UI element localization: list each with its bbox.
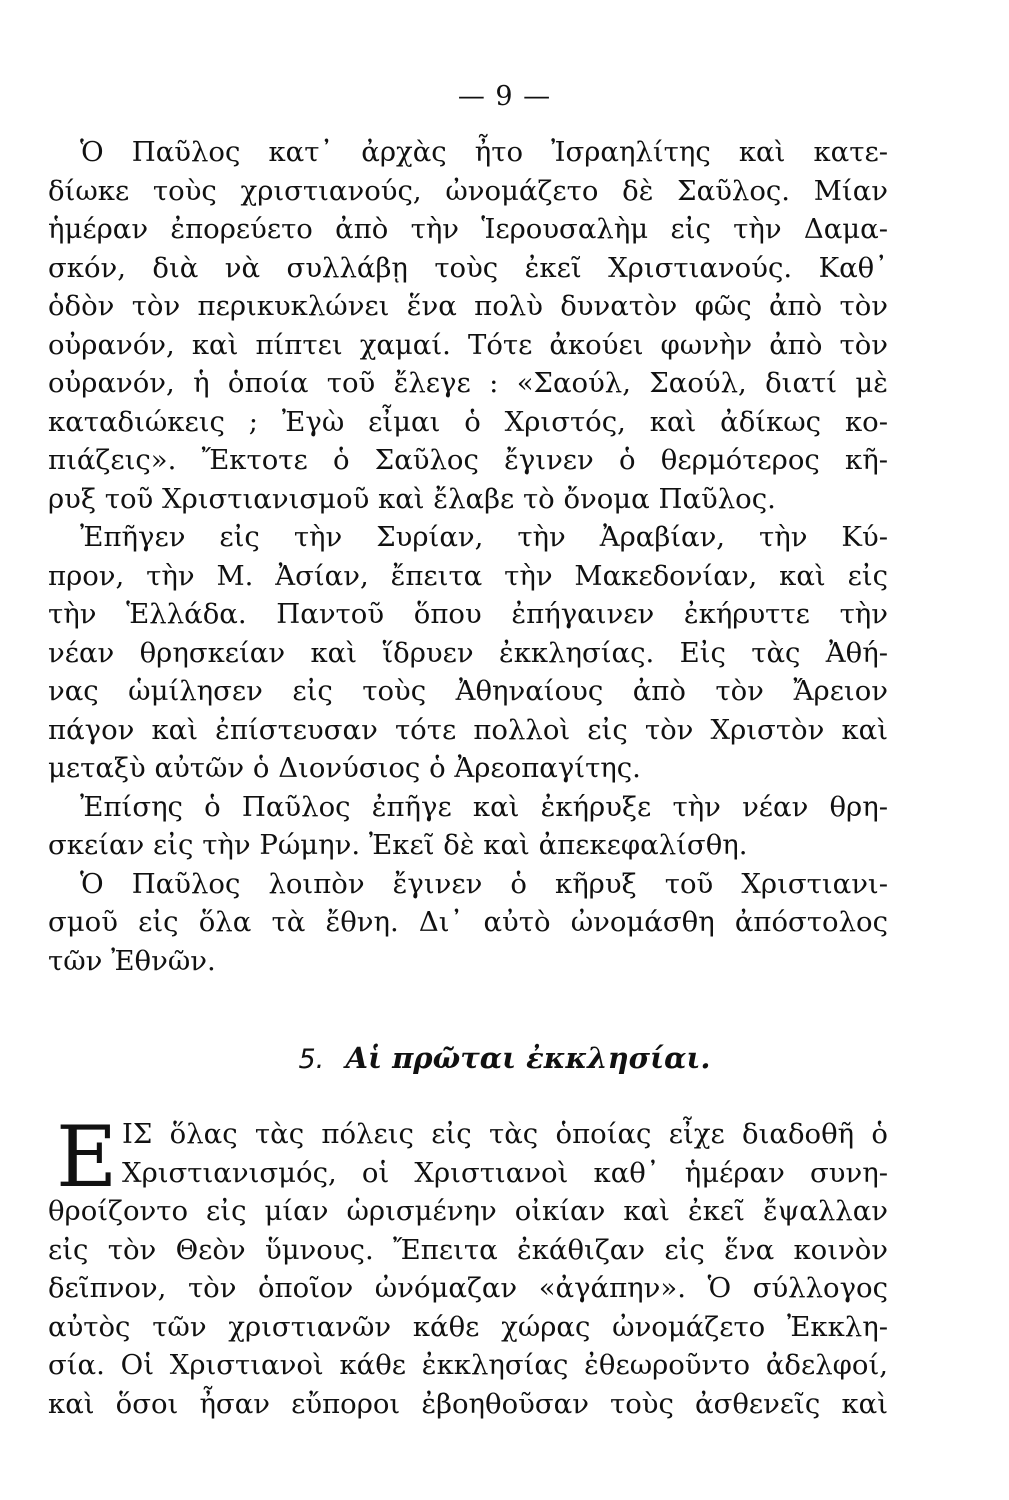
text-line: ὁδὸν τὸν περικυκλώνει ἕνα πολὺ δυνατὸν φῶς ἀπὸ τὸν <box>48 290 888 322</box>
text-line: προν, τὴν Μ. Ἀσίαν, ἔπειτα τὴν Μακεδονίαν, καὶ εἰς <box>48 559 888 592</box>
paragraph-paul-travels <box>48 518 888 788</box>
text-line: αὐτὸς τῶν χριστιανῶν κάθε χώρας ὠνομάζετο Ἐκκλη- <box>48 1310 888 1343</box>
text-line: καὶ ὅσοι ἦσαν εὔποροι ἐβοηθοῦσαν τοὺς ἀσθενεῖς καὶ <box>48 1387 888 1420</box>
text-line: Ἐπίσης ὁ Παῦλος ἐπῆγε καὶ ἐκήρυξε τὴν νέαν θρη- <box>80 790 888 823</box>
text-line: Ὁ Παῦλος λοιπὸν ἔγινεν ὁ κῆρυξ τοῦ Χριστιανι- <box>80 867 888 900</box>
text-line: δίωκε τοὺς χριστιανούς, ὠνομάζετο δὲ Σαῦλος. Μίαν <box>48 174 888 207</box>
text-line: τῶν Ἐθνῶν. <box>48 944 216 977</box>
paragraph-paul-rome <box>48 788 888 865</box>
text-line: Ἐπῆγεν εἰς τὴν Συρίαν, τὴν Ἀραβίαν, τὴν Κύ- <box>80 521 888 553</box>
text-line: σκείαν εἰς τὴν Ρώμην. Ἐκεῖ δὲ καὶ ἀπεκεφαλίσθη. <box>48 829 748 861</box>
text-line: ΙΣ ὅλας τὰς πόλεις εἰς τὰς ὁποίας εἶχε διαδοθῆ ὁ <box>122 1118 888 1150</box>
text-line: νέαν θρησκείαν καὶ ἵδρυεν ἐκκλησίας. Εἰς τὰς Ἀθή- <box>48 636 888 669</box>
text-line: δεῖπνον, τὸν ὁποῖον ὠνόμαζαν «ἀγάπην». Ὁ σύλλογος <box>48 1272 888 1304</box>
section-number: 5. <box>298 1044 325 1075</box>
page-number: — 9 — <box>457 81 552 112</box>
text-line: σία. Οἱ Χριστιανοὶ κάθε ἐκκλησίας ἐθεωροῦντο ἀδελφοί, <box>48 1349 888 1381</box>
text-line: σμοῦ εἰς ὅλα τὰ ἔθνη. Δι᾽ αὐτὸ ὠνομάσθη ἀπόστολος <box>48 906 888 938</box>
text-line: Χριστιανισμός, οἱ Χριστιανοὶ καθ᾽ ἡμέραν συνη- <box>122 1156 888 1189</box>
text-line: μεταξὺ αὐτῶν ὁ Διονύσιος ὁ Ἀρεοπαγίτης. <box>48 752 641 784</box>
drop-cap: Ε <box>56 1108 118 1206</box>
paragraph-paul-apostle <box>48 865 888 981</box>
text-line: θροίζοντο εἰς μίαν ὡρισμένην οἰκίαν καὶ ἐκεῖ ἔψαλλαν <box>48 1195 888 1227</box>
section-title: Αἱ πρῶται ἐκκλησίαι. <box>345 1041 711 1075</box>
text-line: καταδιώκεις ; Ἐγὼ εἶμαι ὁ Χριστός, καὶ ἀδίκως κο- <box>48 405 888 438</box>
text-line: εἰς τὸν Θεὸν ὕμνους. Ἔπειτα ἐκάθιζαν εἰς ἕνα κοινὸν <box>48 1233 888 1266</box>
text-line: πάγον καὶ ἐπίστευσαν τότε πολλοὶ εἰς τὸν Χριστὸν καὶ <box>48 713 888 746</box>
paragraph-paul-conversion <box>48 133 888 518</box>
section-paragraph <box>48 1108 888 1423</box>
body-text <box>48 133 888 980</box>
text-line: ἡμέραν ἐπορεύετο ἀπὸ τὴν Ἱερουσαλὴμ εἰς τὴν Δαμα- <box>48 213 888 245</box>
text-line: ρυξ τοῦ Χριστιανισμοῦ καὶ ἔλαβε τὸ ὄνομα Παῦλος. <box>48 482 776 515</box>
text-line: πιάζεις». Ἔκτοτε ὁ Σαῦλος ἔγινεν ὁ θερμότερος κῆ- <box>48 444 888 476</box>
text-line: οὐρανόν, ἡ ὁποία τοῦ ἔλεγε : «Σαούλ, Σαούλ, διατί μὲ <box>48 367 888 399</box>
text-line: Ὁ Παῦλος κατ᾽ ἀρχὰς ἦτο Ἰσραηλίτης καὶ κατε- <box>80 136 888 168</box>
text-line: οὐρανόν, καὶ πίπτει χαμαί. Τότε ἀκούει φωνὴν ἀπὸ τὸν <box>48 328 888 361</box>
text-line: σκόν, διὰ νὰ συλλάβῃ τοὺς ἐκεῖ Χριστιανούς. Καθ᾽ <box>48 251 888 284</box>
section-heading <box>0 1040 1009 1078</box>
text-line: νας ὡμίλησεν εἰς τοὺς Ἀθηναίους ἀπὸ τὸν Ἄρειον <box>48 675 888 707</box>
text-line: τὴν Ἑλλάδα. Παντοῦ ὅπου ἐπήγαινεν ἐκήρυττε τὴν <box>48 598 888 630</box>
